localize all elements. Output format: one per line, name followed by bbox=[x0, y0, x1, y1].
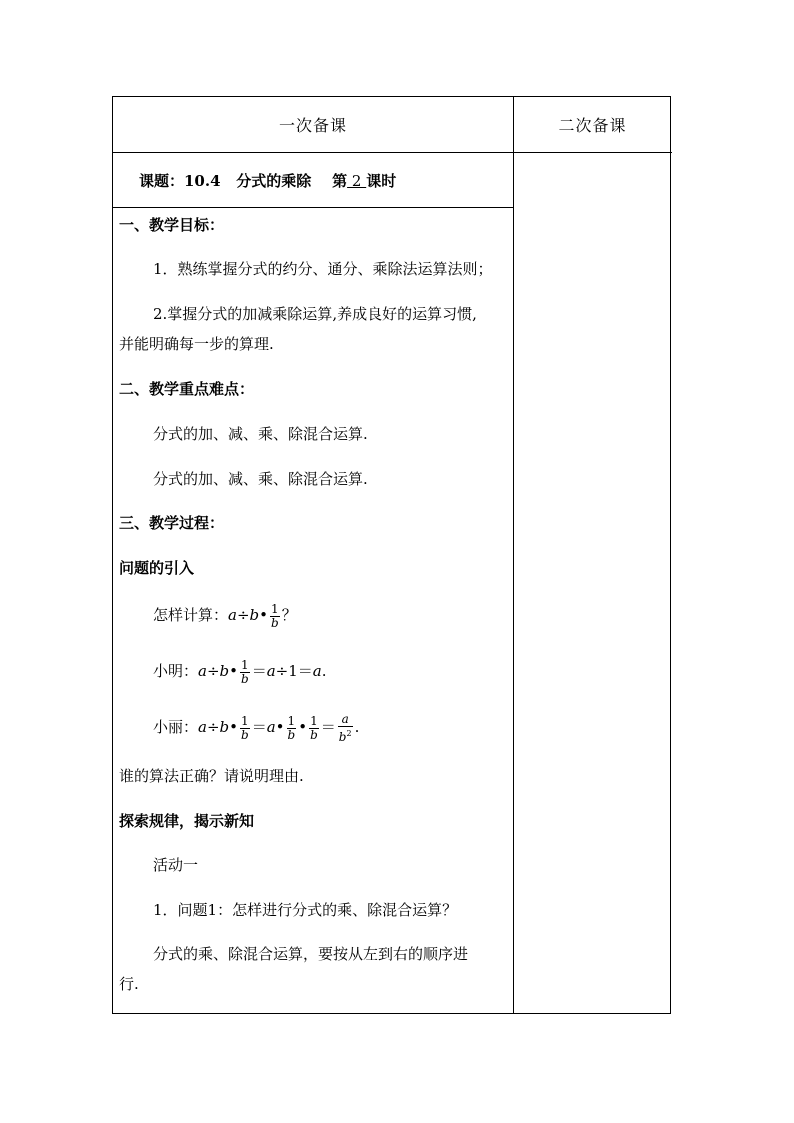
xiaoming-label: 小明： bbox=[153, 662, 199, 680]
problem-1: 1．问题1：怎样进行分式的乘、除混合运算？ bbox=[153, 901, 458, 919]
goal-1: 1．熟练掌握分式的约分、通分、乘除法运算法则； bbox=[153, 260, 493, 278]
second-prep-header: 二次备课 bbox=[558, 116, 627, 135]
activity-1: 活动一 bbox=[153, 856, 199, 874]
xiaoli-expression: 小丽：a÷b• $\frac{1}{b}$ ＝a• $\frac{1}{b}$ • $\frac{1}{b}$ ＝ $\frac{a}{b^2}$ . bbox=[153, 711, 360, 744]
xiaoli-label: 小丽： bbox=[153, 718, 199, 736]
section-keypoints-title: 二、教学重点难点： bbox=[119, 380, 255, 398]
title-divider bbox=[113, 207, 513, 208]
goal-2-line1: 2.掌握分式的加减乘除运算,养成良好的运算习惯, bbox=[153, 305, 477, 323]
section-goals-title: 一、教学目标： bbox=[119, 216, 225, 234]
intro-title: 问题的引入 bbox=[119, 559, 195, 577]
question-expression: 怎样计算：a÷b• $\frac{1}{b}$ ？ bbox=[153, 601, 297, 630]
xiaoming-expression: 小明：a÷b• $\frac{1}{b}$ ＝a÷1＝a. bbox=[153, 657, 327, 686]
keypoint-1: 分式的加、减、乘、除混合运算. bbox=[153, 425, 368, 443]
question-label: 怎样计算： bbox=[153, 606, 229, 624]
lesson-title bbox=[113, 153, 513, 207]
lesson-title-prefix: 课题：10.4 分式的乘除 第 bbox=[139, 171, 348, 190]
keypoint-2: 分式的加、减、乘、除混合运算. bbox=[153, 470, 368, 488]
first-prep-header: 一次备课 bbox=[278, 116, 347, 135]
lesson-table bbox=[112, 96, 671, 1014]
answer-1-line1: 分式的乘、除混合运算，要按从左到右的顺序进 bbox=[153, 945, 469, 963]
lesson-title-suffix: 课时 bbox=[366, 171, 397, 190]
column-divider bbox=[513, 97, 514, 1013]
who-is-right: 谁的算法正确？请说明理由. bbox=[119, 767, 304, 785]
lesson-number: 2 bbox=[347, 171, 367, 190]
section-process-title: 三、教学过程： bbox=[119, 514, 225, 532]
explore-title: 探索规律，揭示新知 bbox=[119, 812, 255, 830]
goal-2-line2: 并能明确每一步的算理. bbox=[119, 335, 274, 353]
answer-1-line2: 行. bbox=[119, 975, 139, 993]
